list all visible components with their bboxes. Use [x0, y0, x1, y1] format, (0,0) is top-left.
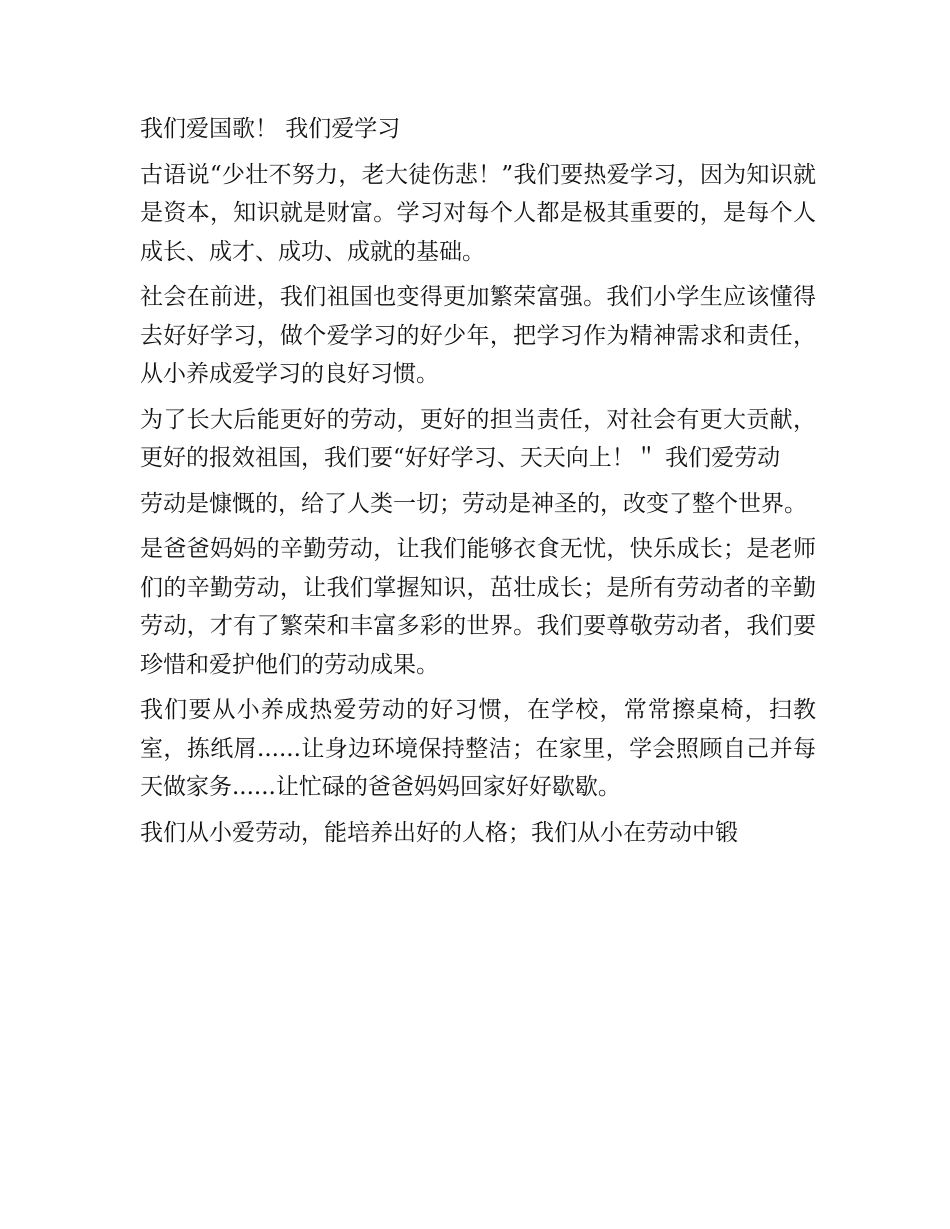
document-page [140, 110, 816, 859]
paragraph-labor-generous: 劳动是慷慨的，给了人类一切；劳动是神圣的，改变了整个世界。 [140, 490, 807, 517]
paragraph-serve-country: 为了长大后能更好的劳动，更好的担当责任，对社会有更大贡献，更好的报效祖国，我们要“好好学习、天天向上！＂ 我们爱劳动 [140, 406, 816, 471]
paragraph-parents-labor: 是爸爸妈妈的辛勤劳动，让我们能够衣食无忧，快乐成长；是老师们的辛勤劳动，让我们掌握知识，茁壮成长；是所有劳动者的辛勤劳动，才有了繁荣和丰富多彩的世界。我们要尊敬劳动者，我们要珍惜和爱护他们的劳动成果。 [140, 536, 816, 678]
paragraph-labor-habits: 我们要从小养成热爱劳动的好习惯，在学校，常常擦桌椅，扫教室，拣纸屑......让身边环境保持整洁；在家里，学会照顾自己并每天做家务......让忙碌的爸爸妈妈回家好好歇歇。 [140, 697, 816, 800]
paragraph-study-proverb: 古语说“少壮不努力，老大徒伤悲！”我们要热爱学习，因为知识就是资本，知识就是财富。学习对每个人都是极其重要的，是每个人成长、成才、成功、成就的基础。 [140, 161, 816, 265]
document-heading: 我们爱国歌！ 我们爱学习 [140, 116, 401, 142]
paragraph-labor-character: 我们从小爱劳动，能培养出好的人格；我们从小在劳动中锻 [140, 819, 738, 846]
paragraph-society-progress: 社会在前进，我们祖国也变得更加繁荣富强。我们小学生应该懂得去好好学习，做个爱学习的好少年，把学习作为精神需求和责任，从小养成爱学习的良好习惯。 [140, 284, 816, 387]
